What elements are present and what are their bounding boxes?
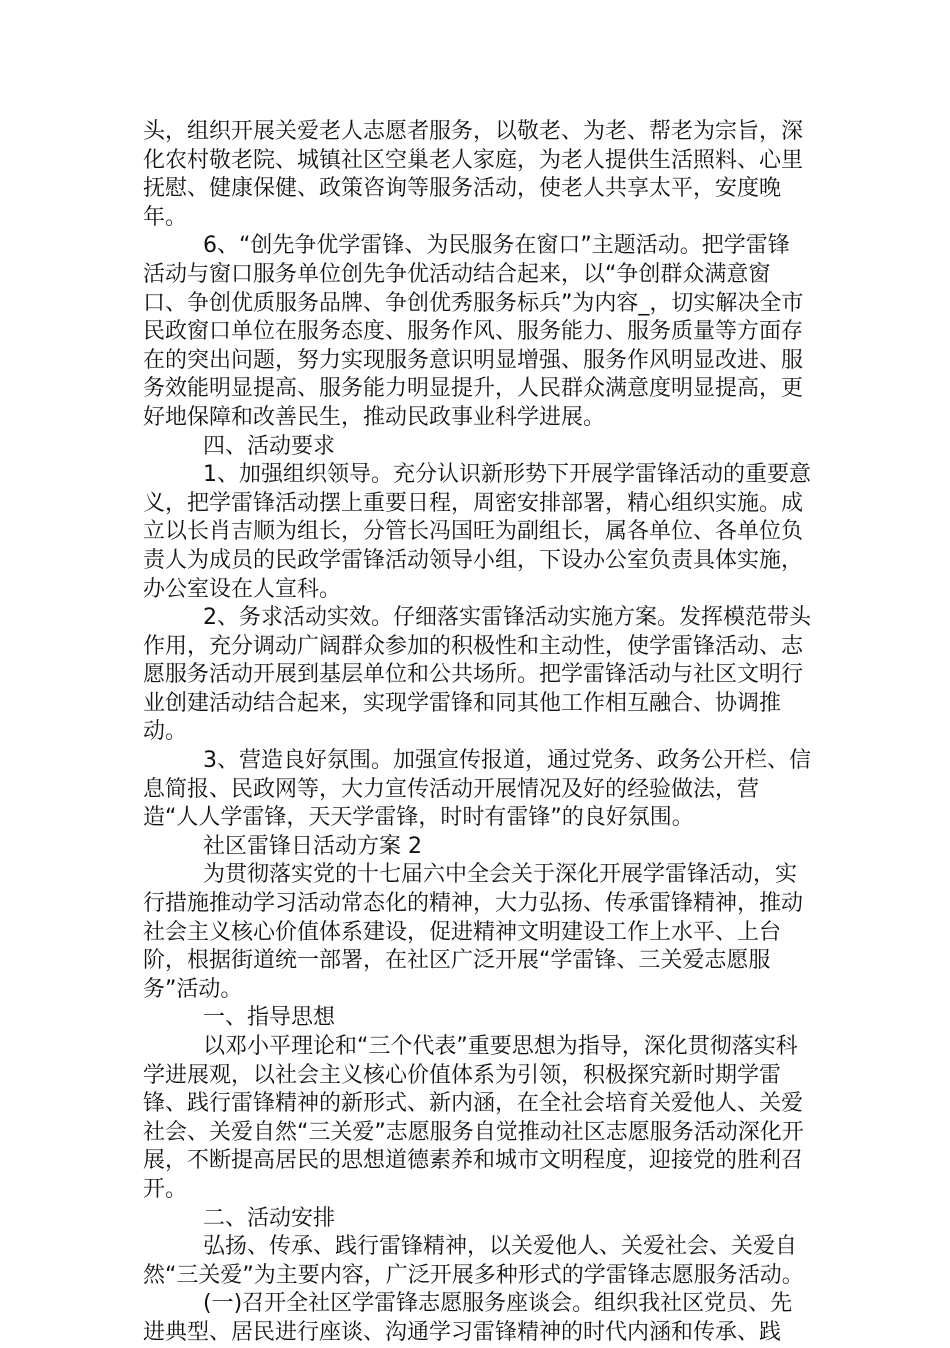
paragraph-guiding-ideology: 以邓小平理论和“三个代表”重要思想为指导，深化贯彻落实科学进展观，以社会主义核心价值体系为引领，积极探究新时期学雷锋、践行雷锋精神的新形式、新内涵，在全社会培育关爱他人、关爱社会、关爱自然“三关爱”志愿服务自觉推动社区志愿服务活动深化开展，不断提高居民的思想道德素养和城市文明程度，迎接党的胜利召开。 [143,1034,804,1202]
section-heading-guiding-ideology: 一、指导思想 [203,1005,336,1031]
section-heading-requirements: 四、活动要求 [203,433,336,459]
document-body [143,118,811,1348]
section-heading-arrangement: 二、活动安排 [203,1205,336,1231]
paragraph-requirement-3: 3、营造良好氛围。加强宣传报道，通过党务、政务公开栏、信息简报、民政网等，大力宣传活动开展情况及好的经验做法，营造“人人学雷锋，天天学雷锋，时时有雷锋”的良好氛围。 [143,748,811,831]
document-subtitle-plan-2: 社区雷锋日活动方案 2 [203,833,422,859]
paragraph-elderly-service-continuation: 头，组织开展关爱老人志愿者服务，以敬老、为老、帮老为宗旨，深化农村敬老院、城镇社区空巢老人家庭，为老人提供生活照料、心里抚慰、健康保健、政策咨询等服务活动，使老人共享太平，安度晚年。 [143,119,804,230]
paragraph-arrangement-item-1: (一)召开全社区学雷锋志愿服务座谈会。组织我社区党员、先进典型、居民进行座谈、沟通学习雷锋精神的时代内涵和传承、践 [143,1291,793,1345]
paragraph-arrangement: 弘扬、传承、践行雷锋精神，以关爱他人、关爱社会、关爱自然“三关爱”为主要内容，广泛开展多种形式的学雷锋志愿服务活动。 [143,1234,804,1288]
paragraph-requirement-1: 1、加强组织领导。充分认识新形势下开展学雷锋活动的重要意义，把学雷锋活动摆上重要日程，周密安排部署，精心组织实施。成立以长肖吉顺为组长，分管长冯国旺为副组长，属各单位、各单位负责人为成员的民政学雷锋活动领导小组，下设办公室负责具体实施，办公室设在人宣科。 [143,462,811,602]
paragraph-item-6-window-service: 6、“创先争优学雷锋、为民服务在窗口”主题活动。把学雷锋活动与窗口服务单位创先争优活动结合起来，以“争创群众满意窗口、争创优质服务品牌、争创优秀服务标兵”为内容_，切实解决全市民政窗口单位在服务态度、服务作风、服务能力、服务质量等方面存在的突出问题，努力实现服务意识明显增强、服务作风明显改进、服务效能明显提高、服务能力明显提升，人民群众满意度明显提高，更好地保障和改善民生，推动民政事业科学进展。 [143,233,804,430]
paragraph-intro-plan-2: 为贯彻落实党的十七届六中全会关于深化开展学雷锋活动，实行措施推动学习活动常态化的精神，大力弘扬、传承雷锋精神，推动社会主义核心价值体系建设，促进精神文明建设工作上水平、上台阶，根据街道统一部署，在社区广泛开展“学雷锋、三关爱志愿服务”活动。 [143,862,804,1002]
paragraph-requirement-2: 2、务求活动实效。仔细落实雷锋活动实施方案。发挥模范带头作用，充分调动广阔群众参加的积极性和主动性，使学雷锋活动、志愿服务活动开展到基层单位和公共场所。把学雷锋活动与社区文明行业创建活动结合起来，实现学雷锋和同其他工作相互融合、协调推动。 [143,605,811,745]
